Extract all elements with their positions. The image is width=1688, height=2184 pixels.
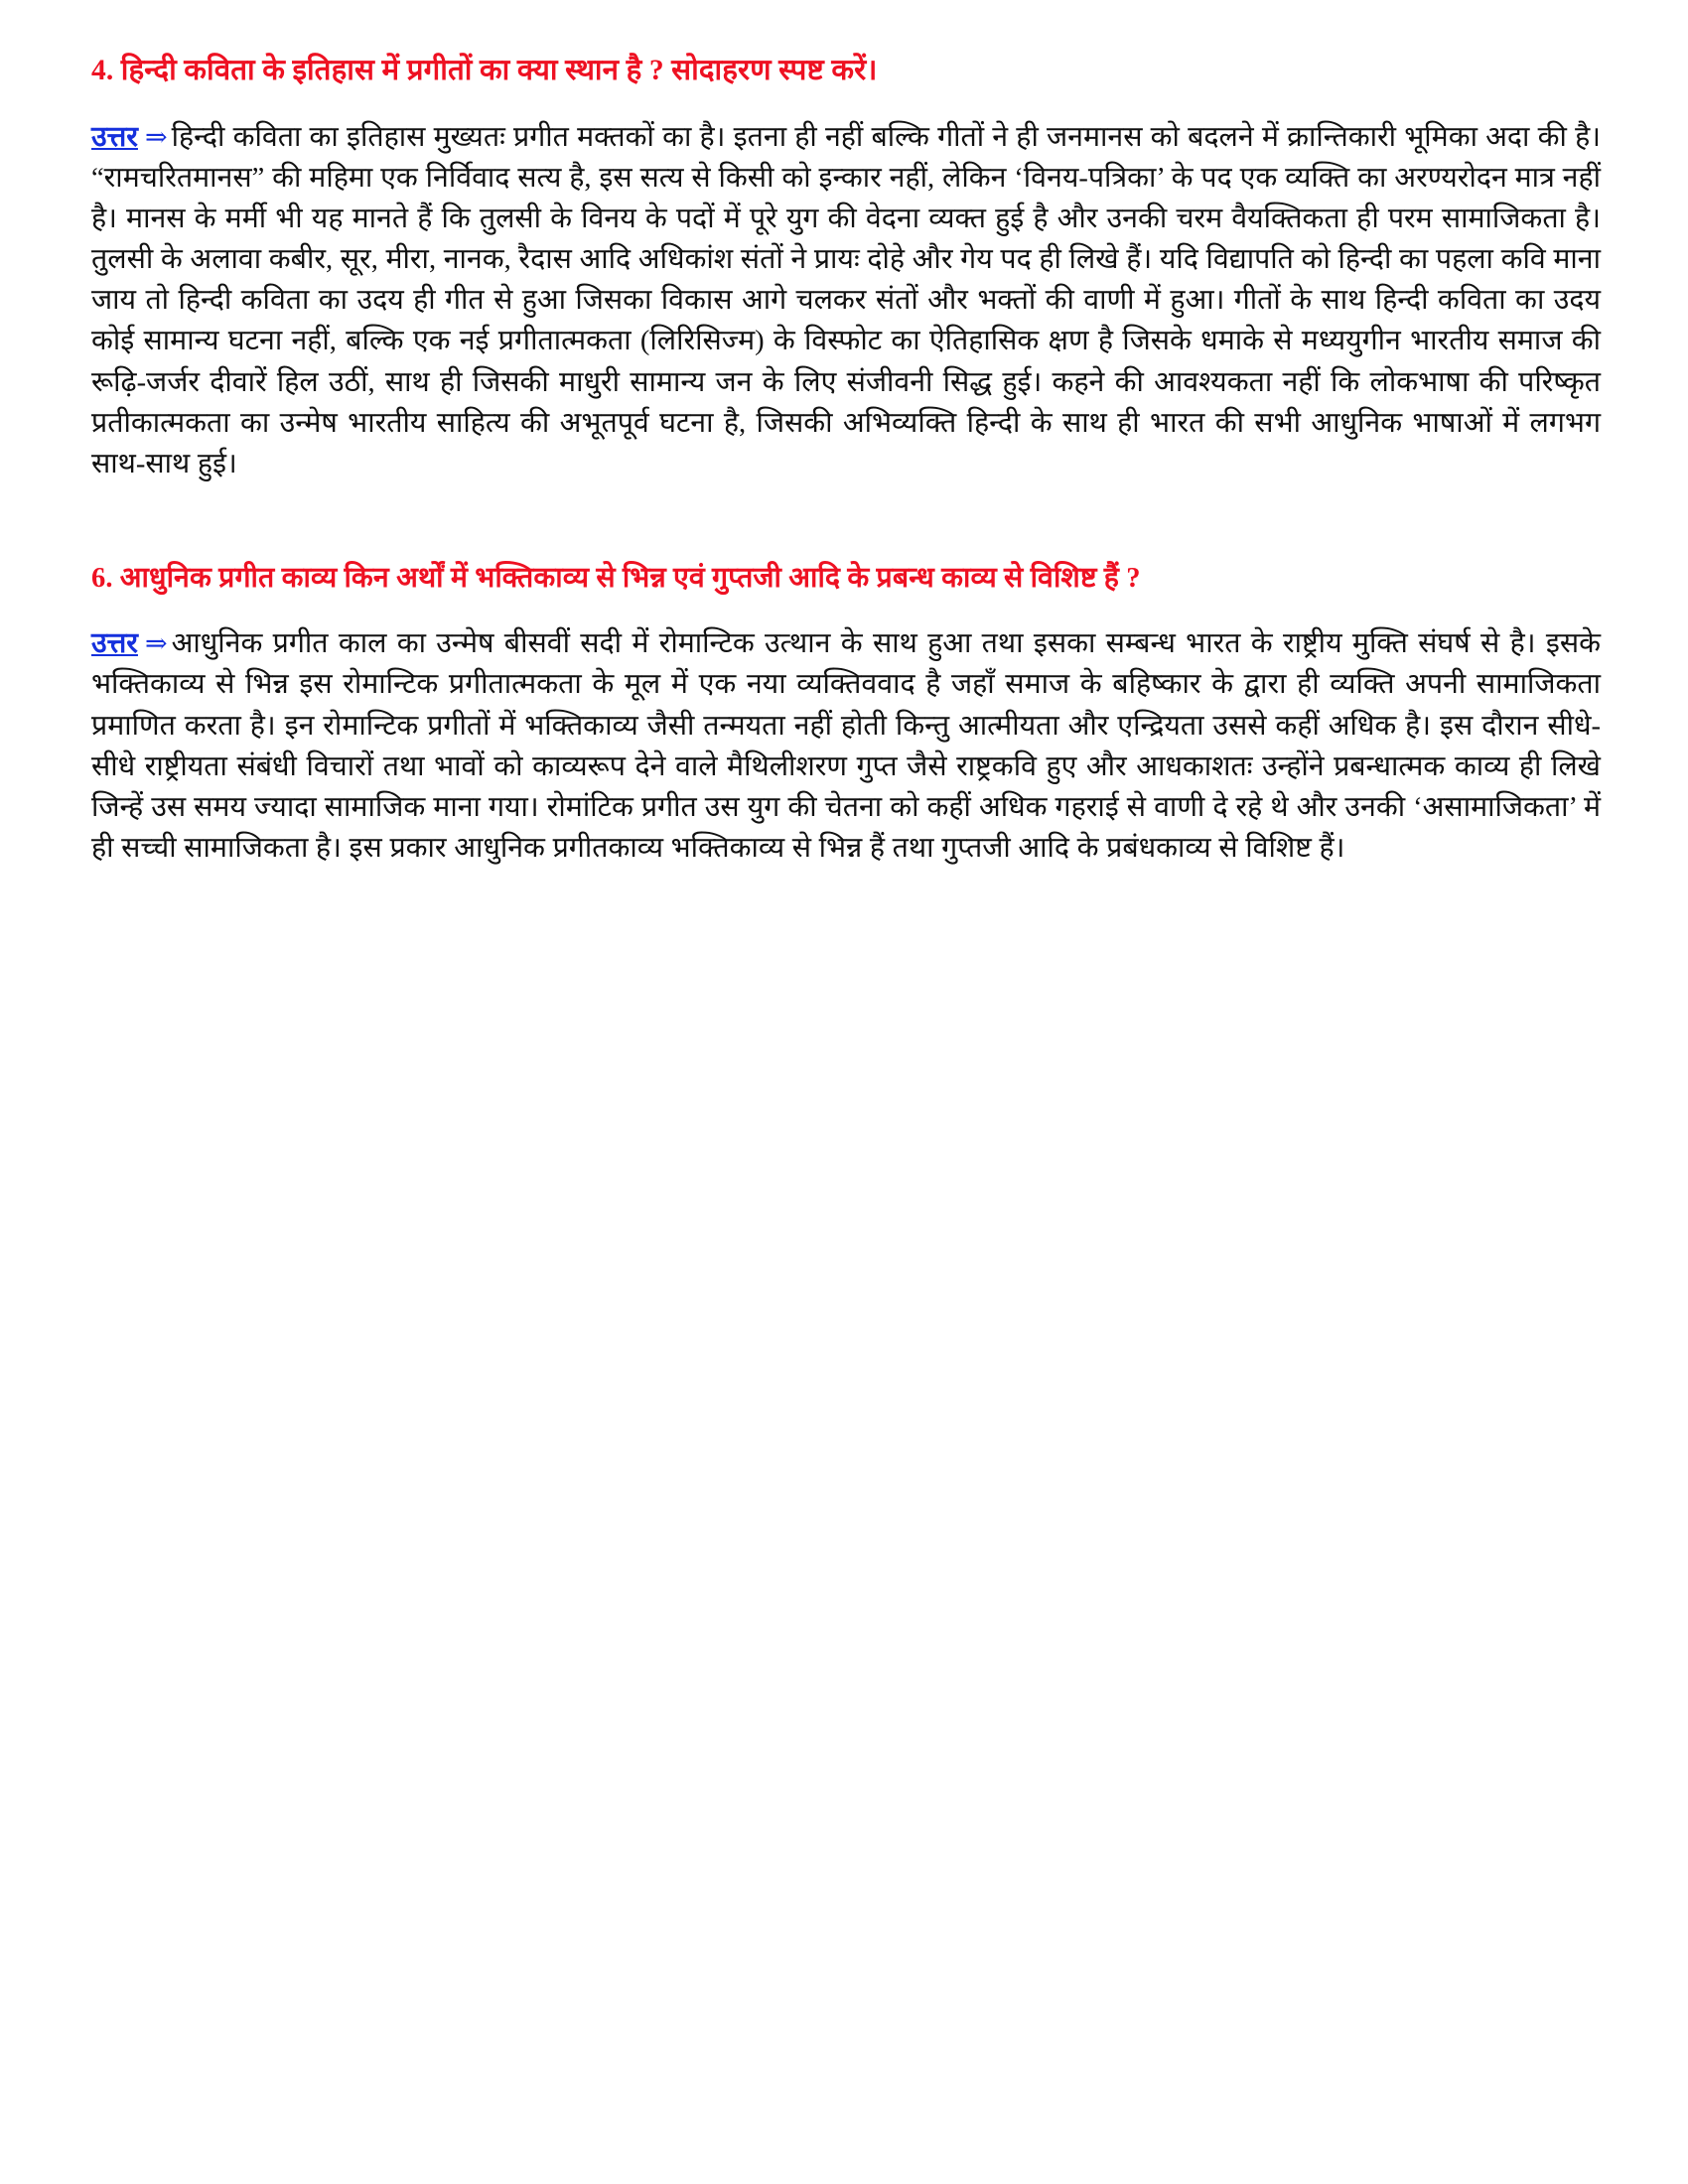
- question-heading-4: 4. हिन्दी कविता के इतिहास में प्रगीतों का क्या स्थान है ? सोदाहरण स्पष्ट करें।: [91, 55, 878, 86]
- qa-block-question-6: [91, 560, 1601, 869]
- answer-body-6: आधुनिक प्रगीत काल का उन्मेष बीसवीं सदी में रोमान्टिक उत्थान के साथ हुआ तथा इसका सम्बन्ध भारत के राष्ट्रीय मुक्ति संघर्ष से है। इसके भक्तिकाव्य से भिन्न इस रोमान्टिक प्रगीतात्मकता के मूल में एक नया व्यक्तिववाद है जहाँ समाज के बहिष्कार के द्वारा ही व्यक्ति अपनी सामाजिकता प्रमाणित करता है। इन रोमान्टिक प्रगीतों में भक्तिकाव्य जैसी तन्मयता नहीं होती किन्तु आत्मीयता और एन्द्रियता उससे कहीं अधिक है। इस दौरान सीधे-सीधे राष्ट्रीयता संबंधी विचारों तथा भावों को काव्यरूप देने वाले मैथिलीशरण गुप्त जैसे राष्ट्रकवि हुए और आधकाशतः उन्होंने प्रबन्धात्मक काव्य ही लिखे जिन्हें उस समय ज्यादा सामाजिक माना गया। रोमांटिक प्रगीत उस युग की चेतना को कहीं अधिक गहराई से वाणी दे रहे थे और उनकी ‘असामाजिकता’ में ही सच्ची सामाजिकता है। इस प्रकार आधुनिक प्रगीतकाव्य भक्तिकाव्य से भिन्न हैं तथा गुप्तजी आदि के प्रबंधकाव्य से विशिष्ट हैं।: [91, 628, 1601, 865]
- answer-paragraph-6: [91, 623, 1601, 869]
- answer-label-6: उत्तर: [91, 628, 138, 660]
- answer-label-4: उत्तर: [91, 121, 138, 153]
- answer-arrow-icon-4: ⇒: [144, 121, 168, 152]
- section-spacer: [91, 494, 1601, 516]
- answer-paragraph-4: [91, 117, 1601, 485]
- answer-arrow-icon-6: ⇒: [144, 628, 168, 659]
- qa-block-question-4: [91, 52, 1601, 484]
- question-heading-6: 6. आधुनिक प्रगीत काव्य किन अर्थों में भक्तिकाव्य से भिन्न एवं गुप्तजी आदि के प्रबन्ध काव्य से विशिष्ट हैं ?: [91, 563, 1141, 595]
- answer-body-4: हिन्दी कविता का इतिहास मुख्यतः प्रगीत मक्तकों का है। इतना ही नहीं बल्कि गीतों ने ही जनमानस को बदलने में क्रान्तिकारी भूमिका अदा की है। “रामचरितमानस” की महिमा एक निर्विवाद सत्य है, इस सत्य से किसी को इन्कार नहीं, लेकिन ‘विनय-पत्रिका’ के पद एक व्यक्ति का अरण्यरोदन मात्र नहीं है। मानस के मर्मी भी यह मानते हैं कि तुलसी के विनय के पदों में पूरे युग की वेदना व्यक्त हुई है और उनकी चरम वैयक्तिकता ही परम सामाजिकता है। तुलसी के अलावा कबीर, सूर, मीरा, नानक, रैदास आदि अधिकांश संतों ने प्रायः दोहे और गेय पद ही लिखे हैं। यदि विद्यापति को हिन्दी का पहला कवि माना जाय तो हिन्दी कविता का उदय ही गीत से हुआ जिसका विकास आगे चलकर संतों और भक्तों की वाणी में हुआ। गीतों के साथ हिन्दी कविता का उदय कोई सामान्य घटना नहीं, बल्कि एक नई प्रगीतात्मकता (लिरिसिज्म) के विस्फोट का ऐतिहासिक क्षण है जिसके धमाके से मध्ययुगीन भारतीय समाज की रूढ़ि-जर्जर दीवारें हिल उठीं, साथ ही जिसकी माधुरी सामान्य जन के लिए संजीवनी सिद्ध हुई। कहने की आवश्यकता नहीं कि लोकभाषा की परिष्कृत प्रतीकात्मकता का उन्मेष भारतीय साहित्य की अभूतपूर्व घटना है, जिसकी अभिव्यक्ति हिन्दी के साथ ही भारत की सभी आधुनिक भाषाओं में लगभग साथ-साथ हुई।: [91, 121, 1601, 479]
